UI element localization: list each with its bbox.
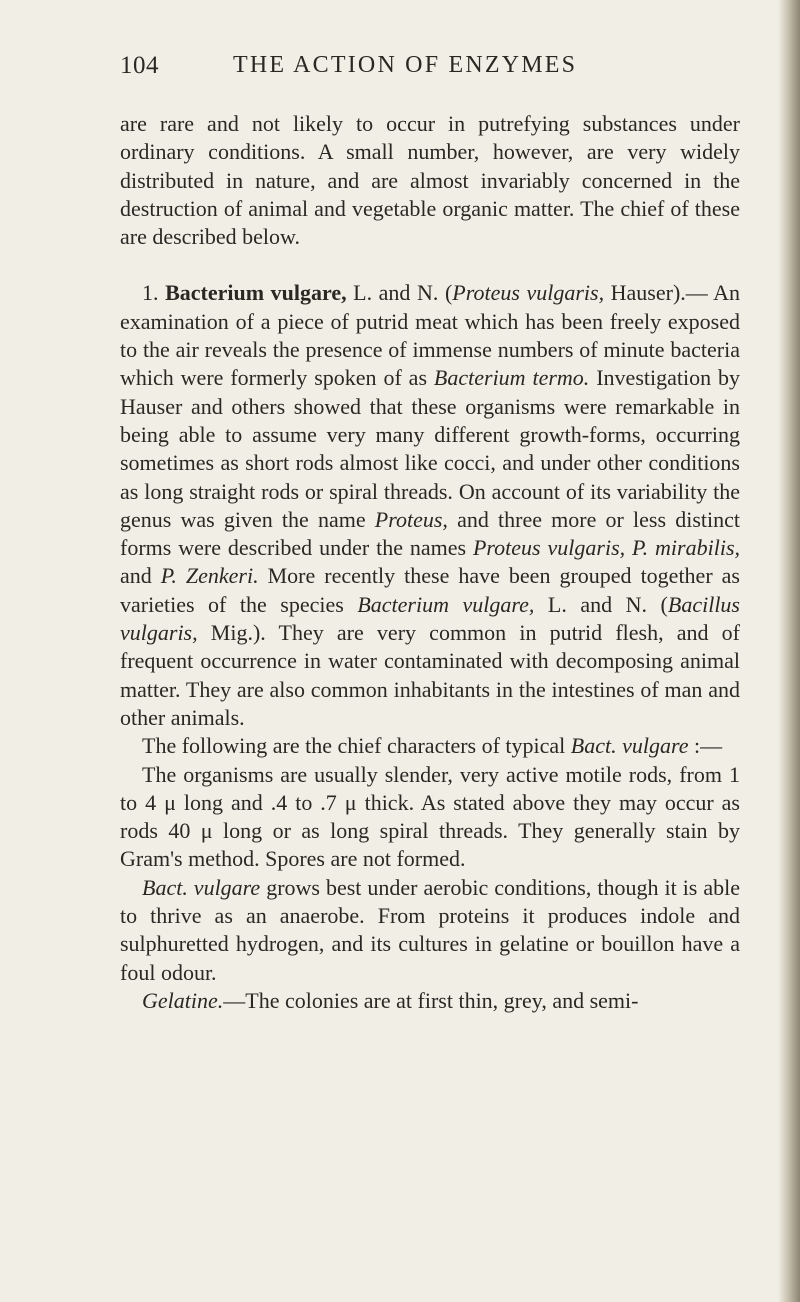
binding-shadow bbox=[778, 0, 800, 1302]
paragraph-gap bbox=[120, 251, 740, 279]
paragraph-intro: are rare and not likely to occur in putrefying substances under ordinary conditions. A small number, however, are very widely distributed in nature, and are almost invariably concerned in the destruction of animal and vegetable organic matter. The chief of these are described below. bbox=[120, 111, 740, 250]
running-head: THE ACTION OF ENZYMES bbox=[233, 52, 578, 78]
paragraph-morphology: The organisms are usually slender, very active motile rods, from 1 to 4 μ long and .4 to .7 μ thick. As stated above they may occur as rods 40 μ long or as long spiral threads. They generally stain by Gram's method. Spores are not formed. bbox=[120, 761, 740, 872]
paragraph-characters: The following are the chief characters of typical Bact. vulgare :— bbox=[142, 733, 723, 759]
page-header bbox=[120, 52, 740, 88]
paragraph-gelatine: Gelatine.—The colonies are at first thin, grey, and semi- bbox=[142, 987, 639, 1013]
paragraph-growth: Bact. vulgare grows best under aerobic conditions, though it is able to thrive as an anaerobe. From proteins it produces indole and sulphuretted hydrogen, and its cultures in gelatine or bouillon have a foul odour. bbox=[120, 874, 740, 985]
body-text bbox=[120, 110, 740, 1015]
page-number: 104 bbox=[120, 52, 159, 79]
paragraph-bacterium-vulgare: 1. Bacterium vulgare, L. and N. (Proteus vulgaris, Hauser).— An examination of a piece of putrid meat which has been freely exposed to the air reveals the presence of immense numbers of minute bacteria which were formerly spoken of as Bacterium termo. Investigation by Hauser and others showed that these organisms were remarkable in being able to assume very many different growth-forms, occurring sometimes as short rods almost like cocci, and under other conditions as long straight rods or spiral threads. On account of its variability the genus was given the name Proteus, and three more or less distinct forms were described under the names Proteus vulgaris, P. mirabilis, and P. Zenkeri. More recently these have been grouped together as varieties of the species Bacterium vulgare, L. and N. (Bacillus vulgaris, Mig.). They are very common in putrid flesh, and of frequent occurrence in water contaminated with decomposing animal matter. They are also common inhabitants in the intestines of man and other animals. bbox=[120, 280, 741, 730]
species-heading: Bacterium vulgare, bbox=[165, 280, 347, 306]
